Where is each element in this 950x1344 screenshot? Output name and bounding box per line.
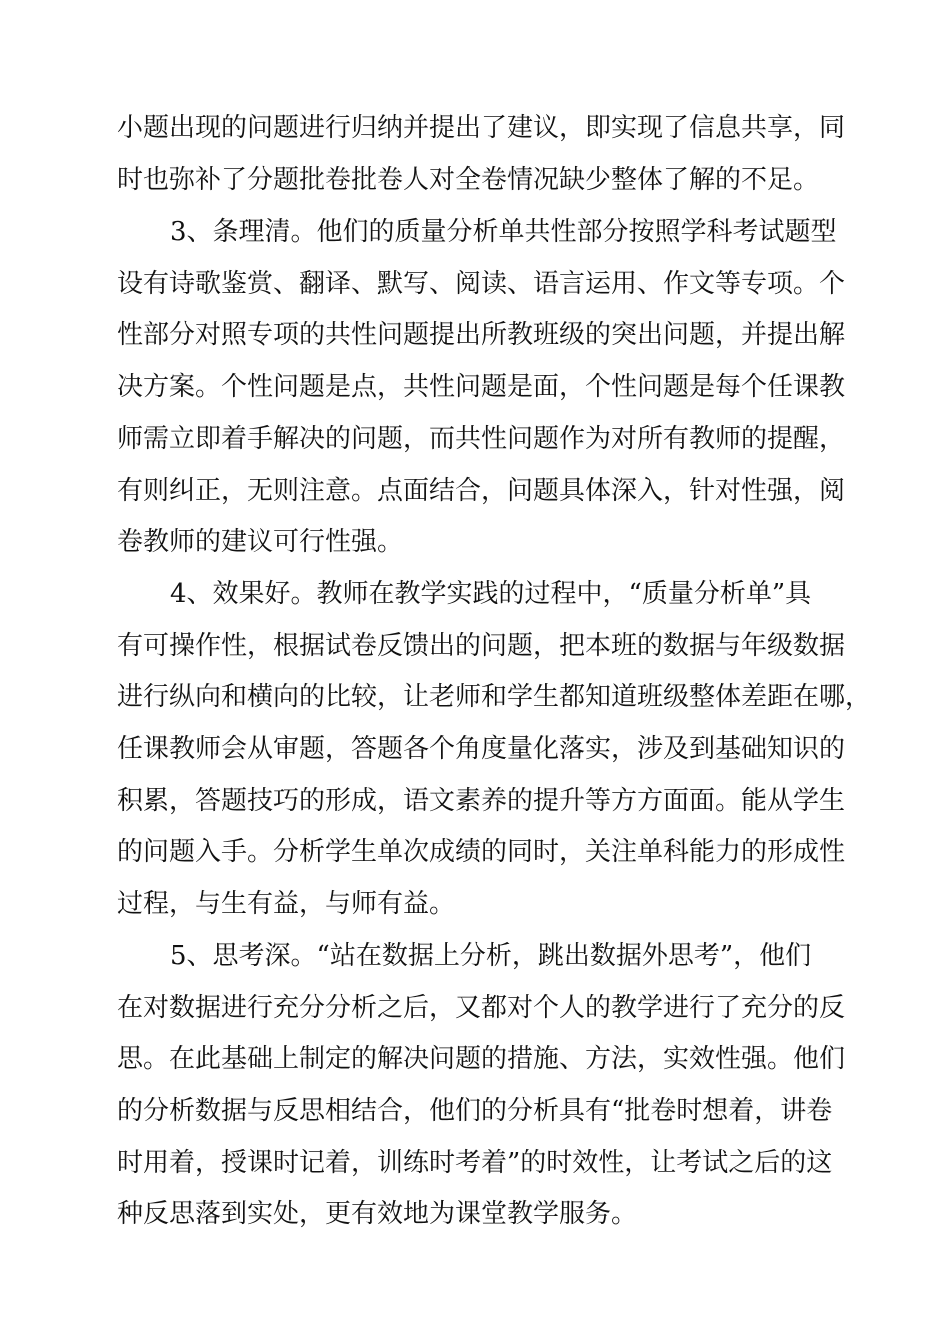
text-line: 性部分对照专项的共性问题提出所教班级的突出问题，并提出解 [117, 320, 846, 350]
text-line: 卷教师的建议可行性强。 [117, 527, 404, 557]
text-line: 进行纵向和横向的比较，让老师和学生都知道班级整体差距在哪， [117, 682, 872, 712]
text-line: 思。在此基础上制定的解决问题的措施、方法，实效性强。他们 [117, 1044, 846, 1074]
text-line: 有可操作性，根据试卷反馈出的问题，把本班的数据与年级数据 [117, 631, 846, 661]
text-line: 任课教师会从审题，答题各个角度量化落实，涉及到基础知识的 [117, 734, 846, 764]
text-line: 过程，与生有益，与师有益。 [117, 889, 456, 919]
text-line: 时也弥补了分题批卷批卷人对全卷情况缺少整体了解的不足。 [117, 165, 820, 195]
paragraph-3-start: 3、条理清。他们的质量分析单共性部分按照学科考试题型 [170, 217, 837, 247]
paragraph-5-start: 5、思考深。“站在数据上分析，跳出数据外思考”，他们 [170, 941, 812, 971]
paragraph-4-start: 4、效果好。教师在教学实践的过程中，“质量分析单”具 [170, 579, 812, 609]
text-line: 在对数据进行充分分析之后，又都对个人的教学进行了充分的反 [117, 993, 846, 1023]
text-line: 小题出现的问题进行归纳并提出了建议，即实现了信息共享，同 [117, 113, 846, 143]
text-line: 种反思落到实处，更有效地为课堂教学服务。 [117, 1199, 638, 1229]
text-line: 积累，答题技巧的形成，语文素养的提升等方方面面。能从学生 [117, 786, 846, 816]
text-line: 设有诗歌鉴赏、翻译、默写、阅读、语言运用、作文等专项。个 [117, 269, 846, 299]
text-line: 的分析数据与反思相结合，他们的分析具有“批卷时想着，讲卷 [117, 1096, 833, 1126]
text-line: 师需立即着手解决的问题，而共性问题作为对所有教师的提醒， [117, 424, 846, 454]
text-line: 有则纠正，无则注意。点面结合，问题具体深入，针对性强，阅 [117, 476, 846, 506]
text-line: 的问题入手。分析学生单次成绩的同时，关注单科能力的形成性 [117, 837, 846, 867]
text-line: 时用着，授课时记着，训练时考着”的时效性，让考试之后的这 [117, 1148, 833, 1178]
text-line: 决方案。个性问题是点，共性问题是面，个性问题是每个任课教 [117, 372, 846, 402]
